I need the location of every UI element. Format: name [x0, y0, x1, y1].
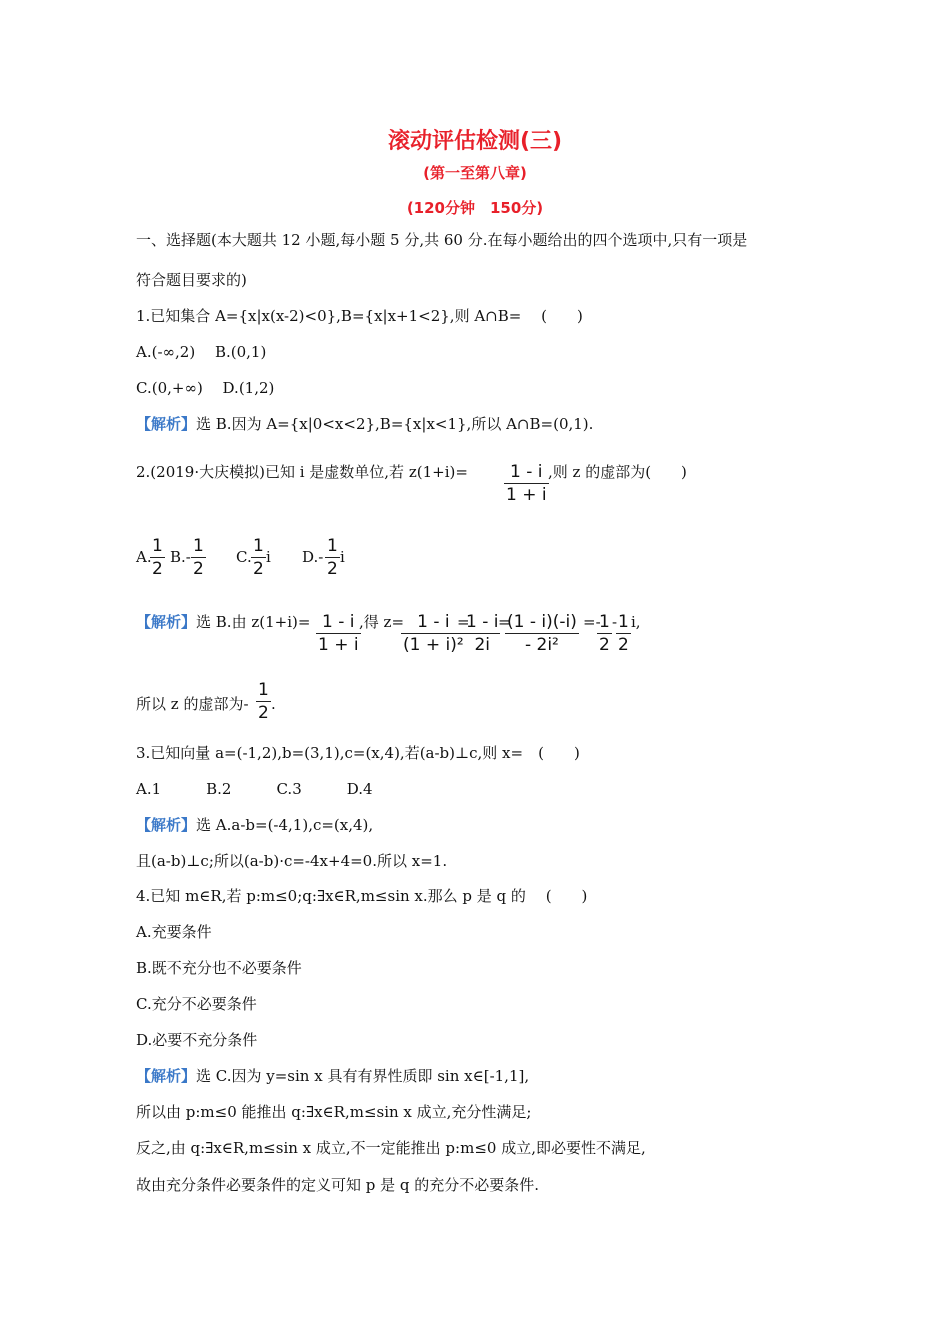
q2-opt-d-frac	[325, 536, 340, 579]
q1-solution-text: 选 B.因为 A={x|0<x<2},B={x|x<1},所以 A∩B=(0,1).	[196, 415, 594, 433]
q2-sol-pre-text: 选 B.由 z(1+i)=	[196, 613, 311, 631]
q4-solution-3: 反之,由 q:∃x∈R,m≤sin x 成立,不一定能推出 p:m≤0 成立,即必要性不满足,	[136, 1139, 646, 1157]
q2-solution-pre	[136, 612, 310, 632]
analysis-tag: 【解析】	[136, 816, 197, 834]
fraction-bar	[616, 633, 631, 634]
q2-opt-b-frac	[191, 536, 206, 579]
q2-option-b: B.-	[170, 548, 191, 566]
q1-options-cd: C.(0,+∞) D.(1,2)	[136, 379, 275, 397]
frac-num: 1	[253, 536, 264, 556]
q2-sol-eq1: =	[457, 613, 470, 631]
frac-den: 2i	[474, 635, 491, 655]
analysis-tag: 【解析】	[136, 415, 197, 433]
q2-stem-post: ,则 z 的虚部为( )	[548, 463, 687, 481]
frac-num: 1	[152, 536, 163, 556]
frac-num: 1	[618, 612, 629, 632]
frac-den: 2	[152, 559, 163, 579]
q3-solution-1	[136, 815, 373, 835]
q2-sol-eq2: =	[498, 613, 511, 631]
q2-option-d-i: i	[340, 548, 345, 566]
q4-stem: 4.已知 m∈R,若 p:m≤0;q:∃x∈R,m≤sin x.那么 p 是 q 的 ( )	[136, 887, 588, 905]
q3-options: A.1 B.2 C.3 D.4	[136, 780, 373, 798]
fraction-bar	[251, 557, 266, 558]
q2-sol-minus2: -	[612, 613, 618, 631]
fraction-bar	[597, 633, 612, 634]
q2-option-a: A.	[136, 548, 152, 566]
frac-num: (1 - i)(-i)	[507, 612, 577, 632]
frac-den: 2	[599, 635, 610, 655]
q4-solution-2: 所以由 p:m≤0 能推出 q:∃x∈R,m≤sin x 成立,充分性满足;	[136, 1103, 532, 1121]
fraction-bar	[464, 633, 500, 634]
q3-solution-2: 且(a-b)⊥c;所以(a-b)·c=-4x+4=0.所以 x=1.	[136, 852, 448, 870]
frac-num: 1	[599, 612, 610, 632]
frac-num: 1	[258, 680, 269, 700]
q2-conclusion-frac	[256, 680, 271, 723]
frac-den: 2	[258, 703, 269, 723]
q2-conclusion-pre: 所以 z 的虚部为-	[136, 695, 249, 713]
fraction-bar	[316, 633, 361, 634]
q2-sol-get: ,得 z=	[359, 613, 405, 631]
q4-solution-1	[136, 1066, 529, 1086]
frac-den: 2	[327, 559, 338, 579]
fraction-bar	[191, 557, 206, 558]
q2-stem-num: 1 - i	[510, 462, 543, 482]
page-title: 滚动评估检测(三)	[387, 129, 563, 154]
fraction-bar	[256, 701, 271, 702]
fraction-bar	[325, 557, 340, 558]
frac-den: 2	[253, 559, 264, 579]
q4-option-b: B.既不充分也不必要条件	[136, 959, 302, 977]
q2-sol-frac3	[464, 612, 500, 655]
q2-stem-pre: 2.(2019·大庆模拟)已知 i 是虚数单位,若 z(1+i)=	[136, 463, 468, 481]
fraction-bar	[504, 483, 549, 484]
q1-solution	[136, 414, 593, 434]
q2-sol-frac6	[616, 612, 631, 655]
q4-sol1-text: 选 C.因为 y=sin x 具有有界性质即 sin x∈[-1,1],	[196, 1067, 530, 1085]
q2-sol-frac2	[401, 612, 466, 655]
q4-option-a: A.充要条件	[136, 923, 212, 941]
q2-stem-fraction	[504, 462, 549, 505]
frac-den: 1 + i	[318, 635, 359, 655]
frac-num: 1	[327, 536, 338, 556]
q3-sol1-text: 选 A.a-b=(-4,1),c=(x,4),	[196, 816, 374, 834]
frac-den: 2	[193, 559, 204, 579]
fraction-bar	[150, 557, 165, 558]
q2-option-d: D.-	[302, 548, 324, 566]
frac-den: (1 + i)²	[403, 635, 464, 655]
analysis-tag: 【解析】	[136, 613, 197, 631]
q4-option-c: C.充分不必要条件	[136, 995, 257, 1013]
q2-sol-frac4	[505, 612, 579, 655]
frac-den: 2	[618, 635, 629, 655]
fraction-bar	[505, 633, 579, 634]
q2-sol-frac1	[316, 612, 361, 655]
section-heading-line2: 符合题目要求的)	[136, 271, 247, 289]
q2-option-c-i: i	[266, 548, 271, 566]
q2-opt-c-frac	[251, 536, 266, 579]
frac-num: 1	[193, 536, 204, 556]
q2-opt-a-frac	[150, 536, 165, 579]
q2-sol-minus: =-	[583, 613, 601, 631]
frac-num: 1 - i	[322, 612, 355, 632]
chapter-range: (第一至第八章)	[423, 164, 527, 182]
frac-num: 1 - i	[466, 612, 499, 632]
section-heading-line1: 一、选择题(本大题共 12 小题,每小题 5 分,共 60 分.在每小题给出的四个选项中,只有一项是	[136, 231, 748, 249]
q2-sol-frac5	[597, 612, 612, 655]
analysis-tag: 【解析】	[136, 1067, 197, 1085]
q2-option-c: C.	[236, 548, 252, 566]
time-score: (120分钟 150分)	[406, 199, 544, 217]
frac-den: - 2i²	[524, 635, 559, 655]
frac-num: 1 - i	[417, 612, 450, 632]
q1-stem: 1.已知集合 A={x|x(x-2)<0},B={x|x+1<2},则 A∩B= ( )	[136, 307, 583, 325]
q2-conclusion-post: .	[271, 695, 276, 713]
q4-solution-4: 故由充分条件必要条件的定义可知 p 是 q 的充分不必要条件.	[136, 1176, 540, 1194]
q4-option-d: D.必要不充分条件	[136, 1031, 258, 1049]
q1-options-ab: A.(-∞,2) B.(0,1)	[136, 343, 267, 361]
fraction-bar	[401, 633, 466, 634]
q2-sol-end: i,	[631, 613, 641, 631]
q2-stem-den: 1 + i	[506, 485, 547, 505]
q3-stem: 3.已知向量 a=(-1,2),b=(3,1),c=(x,4),若(a-b)⊥c,则 x= ( )	[136, 744, 580, 762]
